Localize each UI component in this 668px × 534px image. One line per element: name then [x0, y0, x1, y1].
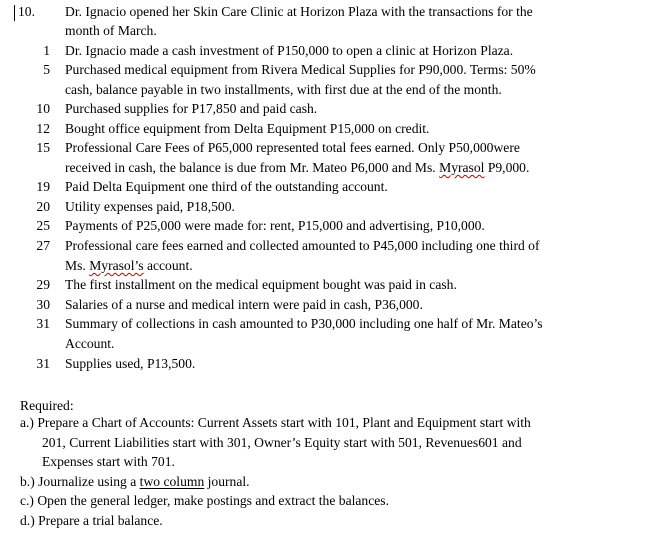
transaction-day: 31 — [36, 316, 50, 331]
transaction-text: Purchased supplies for P17,850 and paid cash. — [65, 101, 318, 116]
spellcheck-flagged-word: Myrasol’s — [89, 258, 144, 273]
spellcheck-flagged-word: Myrasol — [439, 160, 485, 175]
transaction-day: 29 — [36, 277, 50, 292]
requirement-d: d.) Prepare a trial balance. — [20, 513, 163, 528]
transaction-day: 15 — [36, 140, 50, 155]
underlined-text: two column — [139, 474, 205, 489]
transaction-day: 27 — [36, 238, 50, 253]
transaction-text: Dr. Ignacio made a cash investment of P150,000 to open a clinic at Horizon Plaza. — [65, 43, 514, 58]
transaction-text: Professional care fees earned and collected amounted to P45,000 including one third of — [65, 238, 540, 253]
transaction-text-cont: Account. — [65, 336, 115, 351]
text-segment: account. — [143, 258, 193, 273]
text-segment: journal. — [204, 474, 250, 489]
text-cursor — [14, 5, 15, 21]
transaction-day: 31 — [36, 356, 50, 371]
requirement-a-cont: Expenses start with 701. — [42, 454, 175, 469]
transaction-day: 10 — [36, 101, 50, 116]
text-segment: received in cash, the balance is due from Mr. Mateo P6,000 and Ms. — [65, 160, 440, 175]
transaction-text: Supplies used, P13,500. — [65, 356, 196, 371]
transaction-day: 30 — [36, 297, 50, 312]
intro-line-2: month of March. — [65, 23, 157, 38]
requirement-a: a.) Prepare a Chart of Accounts: Current Assets start with 101, Plant and Equipment start with — [20, 415, 531, 430]
transaction-text: Payments of P25,000 were made for: rent, P15,000 and advertising, P10,000. — [65, 218, 485, 233]
transaction-text: Utility expenses paid, P18,500. — [65, 199, 235, 214]
transaction-day: 12 — [36, 121, 50, 136]
transaction-text: The first installment on the medical equipment bought was paid in cash. — [65, 277, 457, 292]
transaction-text-cont — [65, 158, 585, 178]
text-segment: b.) Journalize using a — [20, 474, 140, 489]
requirement-a-cont: 201, Current Liabilities start with 301, Owner’s Equity start with 501, Revenues601 and — [42, 435, 522, 450]
transaction-text: Professional Care Fees of P65,000 represented total fees earned. Only P50,000were — [65, 140, 520, 155]
transaction-text: Bought office equipment from Delta Equipment P15,000 on credit. — [65, 121, 430, 136]
text-segment: P9,000. — [484, 160, 530, 175]
transaction-text: Salaries of a nurse and medical intern were paid in cash, P36,000. — [65, 297, 423, 312]
transaction-day: 20 — [36, 199, 50, 214]
transaction-text: Paid Delta Equipment one third of the outstanding account. — [65, 179, 388, 194]
requirement-c: c.) Open the general ledger, make postings and extract the balances. — [20, 493, 389, 508]
transaction-day: 25 — [36, 218, 50, 233]
transaction-day: 19 — [36, 179, 50, 194]
text-segment: Ms. — [65, 258, 90, 273]
transaction-day: 5 — [43, 62, 50, 77]
transaction-text: Purchased medical equipment from Rivera Medical Supplies for P90,000. Terms: 50% — [65, 62, 536, 77]
transaction-text-cont: cash, balance payable in two installments, with first due at the end of the month. — [65, 82, 502, 97]
transaction-text-cont — [65, 256, 585, 276]
intro-line-1: Dr. Ignacio opened her Skin Care Clinic at Horizon Plaza with the transactions for the — [65, 4, 533, 19]
transaction-day: 1 — [43, 43, 50, 58]
problem-number: 10. — [18, 4, 35, 19]
transaction-text: Summary of collections in cash amounted to P30,000 including one half of Mr. Mateo’s — [65, 316, 543, 331]
requirement-b — [20, 472, 620, 492]
required-heading: Required: — [20, 398, 74, 413]
